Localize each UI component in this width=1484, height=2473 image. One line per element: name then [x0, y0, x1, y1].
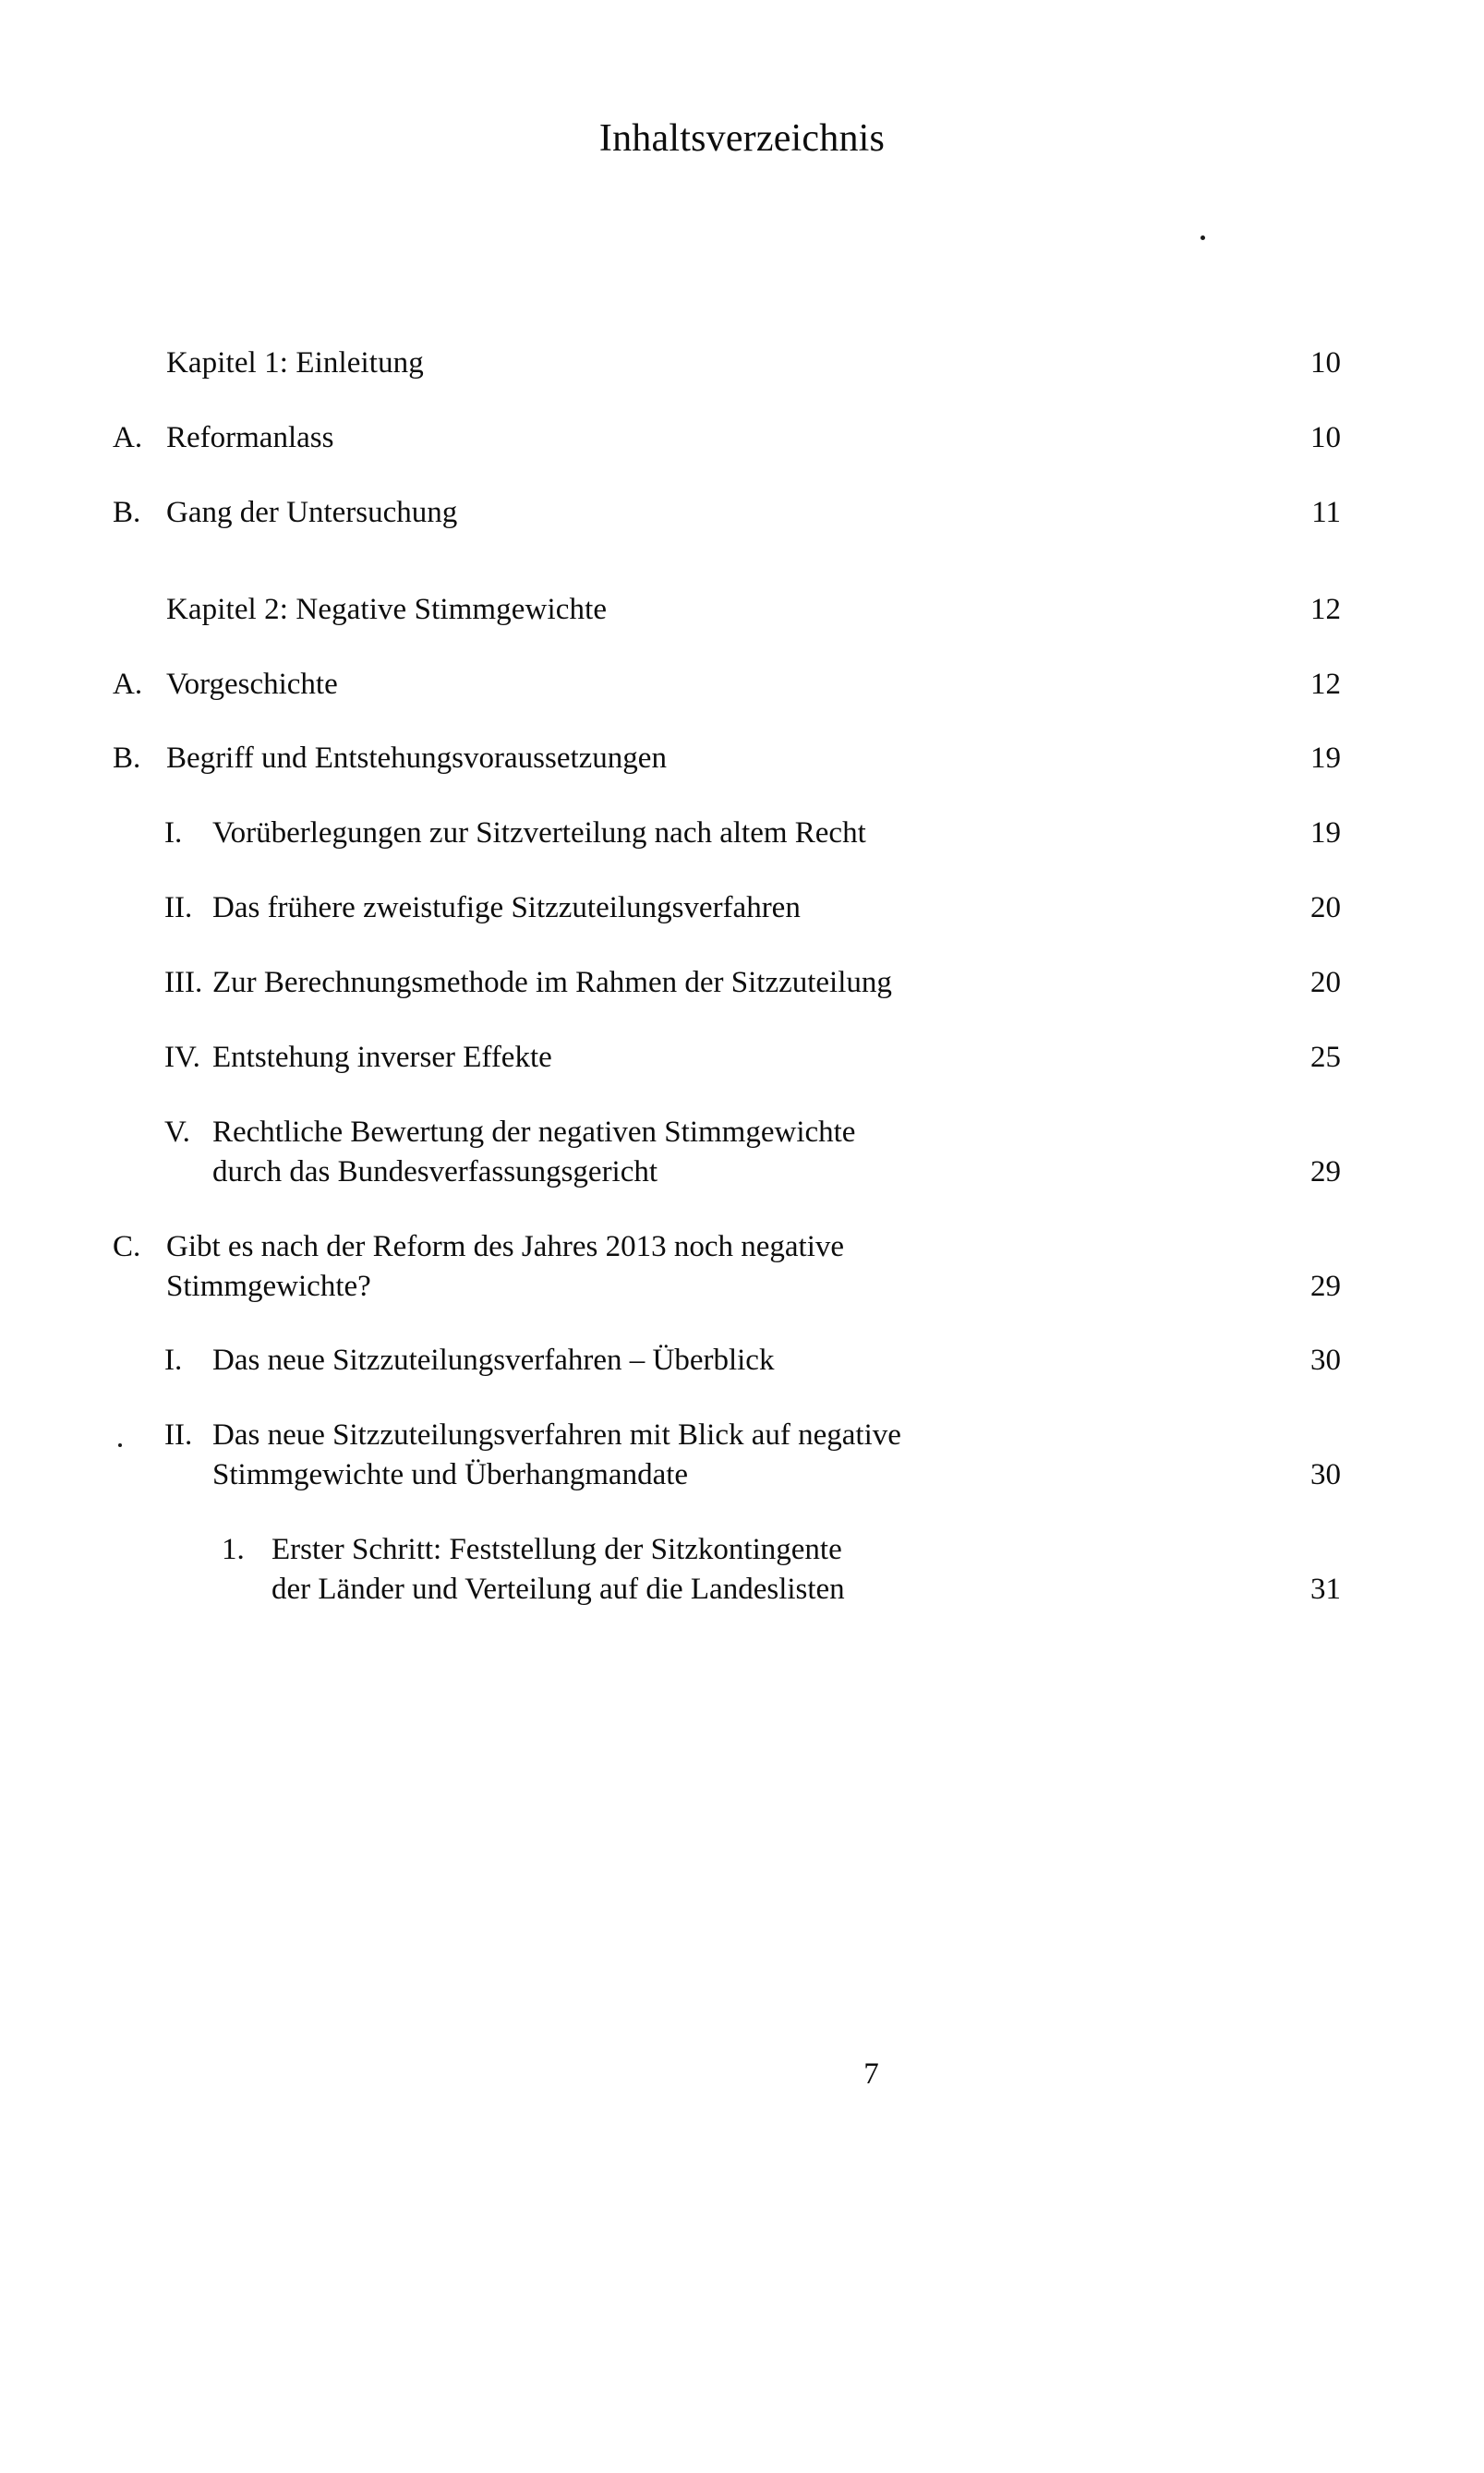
toc-entry-title-line2: Stimmgewichte und Überhangmandate [212, 1458, 689, 1492]
toc-entry-page-number: 25 [1310, 1041, 1341, 1075]
toc-entry-title [166, 590, 1273, 630]
toc-entry-title [271, 1530, 1273, 1610]
toc-entry-title-line1: Das neue Sitzzuteilungsverfahren mit Blick auf negative [212, 1418, 901, 1453]
toc-entry-marker: III. [164, 966, 203, 1000]
stray-mark-dot [1200, 235, 1205, 240]
toc-entry-page-number: 31 [1310, 1573, 1341, 1607]
toc-entry-page-number: 20 [1310, 891, 1341, 925]
toc-entry-title [166, 418, 1273, 458]
toc-entry-title-line1: Erster Schritt: Feststellung der Sitzkontingente [271, 1533, 842, 1567]
toc-entry-title [166, 739, 1273, 778]
toc-entry-title-line1: Vorüberlegungen zur Sitzverteilung nach altem Recht [212, 816, 866, 850]
toc-entry-title-line1: Gibt es nach der Reform des Jahres 2013 noch negative [166, 1229, 845, 1263]
table-of-contents [113, 344, 1341, 1610]
toc-entry-row[interactable] [164, 1113, 1341, 1192]
toc-entry-title [166, 493, 1273, 533]
folio-number: 7 [863, 2057, 879, 2091]
toc-entry-marker: B. [113, 742, 141, 776]
toc-chapter-row[interactable] [113, 344, 1341, 383]
toc-entry-marker: 1. [222, 1533, 245, 1567]
toc-entry-row[interactable] [164, 814, 1341, 853]
toc-entry-row[interactable] [164, 1038, 1341, 1078]
toc-entry-row[interactable] [222, 1530, 1341, 1610]
page-folio [0, 2057, 1484, 2092]
toc-entry-row[interactable] [113, 1227, 1341, 1307]
toc-entry-marker: A. [113, 667, 143, 701]
toc-entry-page-number: 29 [1310, 1269, 1341, 1303]
toc-entry-row[interactable] [113, 739, 1341, 778]
toc-entry-title-line2: durch das Bundesverfassungsgericht [212, 1154, 658, 1188]
toc-entry-page-number: 12 [1310, 592, 1341, 626]
toc-entry-title [212, 1416, 1273, 1495]
toc-entry-row[interactable] [164, 963, 1341, 1003]
toc-entry-page-number: 30 [1310, 1344, 1341, 1378]
toc-entry-row[interactable] [113, 418, 1341, 458]
stray-mark-dot-left [118, 1443, 122, 1447]
toc-entry-title [212, 1113, 1273, 1192]
toc-entry-marker: I. [164, 1344, 183, 1378]
toc-entry-title [212, 888, 1273, 928]
toc-entry-page-number: 20 [1310, 966, 1341, 1000]
toc-entry-marker: A. [113, 420, 143, 454]
toc-entry-title [166, 665, 1273, 705]
toc-entry-row[interactable] [113, 493, 1341, 533]
toc-entry-marker: V. [164, 1115, 190, 1149]
toc-entry-page-number: 10 [1310, 420, 1341, 454]
toc-entry-marker: I. [164, 816, 183, 850]
toc-entry-title-line2: der Länder und Verteilung auf die Landeslisten [271, 1573, 845, 1607]
toc-entry-title-line2: Stimmgewichte? [166, 1269, 371, 1303]
toc-entry-title [212, 963, 1273, 1003]
toc-entry-row[interactable] [164, 1341, 1341, 1381]
toc-entry-page-number: 10 [1310, 346, 1341, 380]
toc-entry-title-line1: Das frühere zweistufige Sitzzuteilungsverfahren [212, 891, 801, 925]
toc-entry-title-line1: Entstehung inverser Effekte [212, 1041, 552, 1075]
toc-entry-title-line1: Vorgeschichte [166, 667, 338, 701]
toc-entry-marker: B. [113, 495, 141, 529]
toc-entry-row[interactable] [113, 665, 1341, 705]
toc-entry-title [166, 1227, 1273, 1307]
toc-entry-marker: IV. [164, 1041, 200, 1075]
toc-entry-title-line1: Reformanlass [166, 420, 334, 454]
toc-entry-title-line1: Kapitel 1: Einleitung [166, 346, 424, 380]
toc-entry-title [212, 1341, 1273, 1381]
toc-entry-page-number: 19 [1310, 816, 1341, 850]
toc-entry-title-line1: Kapitel 2: Negative Stimmgewichte [166, 592, 608, 626]
toc-entry-page-number: 11 [1311, 495, 1341, 529]
page-title: Inhaltsverzeichnis [598, 117, 886, 160]
toc-entry-marker: II. [164, 1418, 193, 1453]
toc-entry-marker: II. [164, 891, 193, 925]
toc-chapter-row[interactable] [113, 590, 1341, 630]
toc-entry-title-line1: Rechtliche Bewertung der negativen Stimmgewichte [212, 1115, 856, 1149]
toc-entry-title-line1: Zur Berechnungsmethode im Rahmen der Sitzzuteilung [212, 966, 892, 1000]
toc-entry-marker: C. [113, 1229, 141, 1263]
toc-entry-page-number: 12 [1310, 667, 1341, 701]
toc-entry-page-number: 19 [1310, 742, 1341, 776]
toc-entry-row[interactable] [164, 1416, 1341, 1495]
toc-entry-title [166, 344, 1273, 383]
toc-entry-title-line1: Begriff und Entstehungsvoraussetzungen [166, 742, 667, 776]
toc-entry-page-number: 29 [1310, 1154, 1341, 1188]
toc-entry-row[interactable] [164, 888, 1341, 928]
toc-entry-title [212, 1038, 1273, 1078]
toc-entry-title-line1: Gang der Untersuchung [166, 495, 458, 529]
toc-entry-title-line1: Das neue Sitzzuteilungsverfahren – Überblick [212, 1344, 775, 1378]
toc-entry-title [212, 814, 1273, 853]
toc-entry-page-number: 30 [1310, 1458, 1341, 1492]
